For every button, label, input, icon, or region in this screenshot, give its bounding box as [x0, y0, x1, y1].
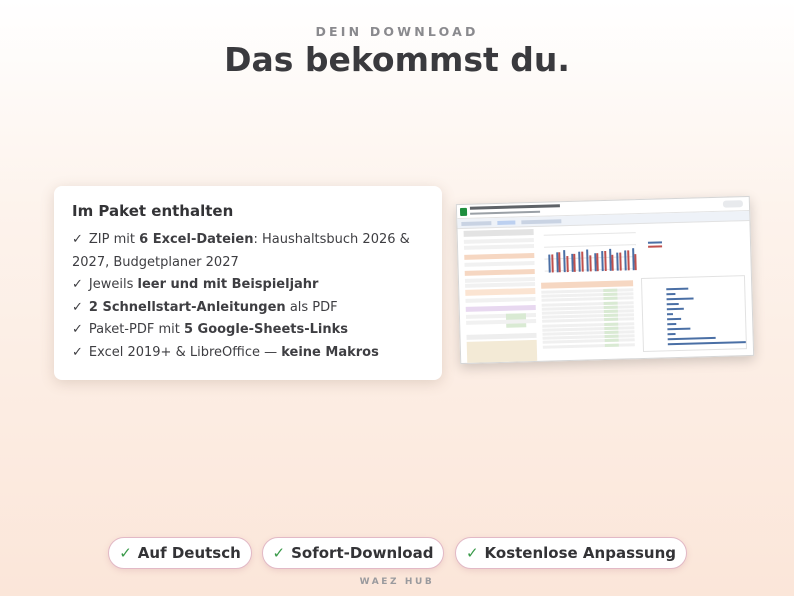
thumbnail-hbar	[666, 293, 675, 295]
item-text: Jeweils	[88, 277, 138, 292]
thumbnail-bar	[581, 252, 584, 272]
thumbnail-hbar	[667, 318, 681, 320]
thumbnail-hbar	[668, 333, 676, 335]
item-text: ZIP mit	[88, 232, 140, 247]
spreadsheet-screenshot	[456, 196, 754, 364]
thumbnail-hbar	[668, 341, 746, 345]
hbar-chart-thumbnail	[641, 275, 747, 352]
item-text: Excel 2019+ & LibreOffice —	[88, 344, 282, 360]
check-icon: ✓	[72, 299, 83, 315]
item-bold: 6 Excel-Dateien	[139, 232, 254, 247]
package-list	[72, 229, 424, 364]
thumbnail-bar	[604, 251, 607, 271]
thumbnail-bar	[619, 253, 622, 271]
check-icon: ✓	[72, 344, 83, 360]
section-eyebrow: DEIN DOWNLOAD	[315, 24, 479, 39]
table-thumbnail	[541, 288, 635, 351]
list-item	[72, 342, 424, 365]
thumbnail-hbar	[667, 323, 676, 325]
item-text: als PDF	[285, 299, 338, 315]
thumbnail-bar	[574, 254, 577, 272]
thumbnail-hbar	[667, 313, 673, 315]
thumbnail-hbar	[667, 298, 694, 301]
thumbnail-bar	[612, 255, 614, 271]
sheet-main-area	[540, 225, 751, 359]
package-card	[54, 186, 442, 380]
item-text: Paket-PDF mit	[88, 322, 184, 337]
thumbnail-hbar	[666, 288, 688, 291]
item-bold: leer und mit Beispieljahr	[137, 277, 319, 292]
sheets-logo-icon	[460, 208, 467, 216]
badge-label: Auf Deutsch	[137, 544, 241, 562]
thumbnail-hbar	[667, 303, 680, 305]
thumbnail-hbar	[667, 308, 684, 310]
check-icon: ✓	[72, 232, 83, 247]
list-item	[72, 319, 424, 342]
list-item	[72, 297, 424, 320]
thumbnail-bar	[634, 254, 636, 270]
thumbnail-bar	[589, 255, 591, 271]
item-text: : Haushaltsbuch 2026 & 2027, Budgetplaner 2027	[72, 232, 410, 270]
bar-chart-thumbnail	[544, 232, 641, 273]
table-header-band	[541, 280, 633, 289]
check-icon: ✓	[465, 544, 479, 562]
badge-label: Kostenlose Anpassung	[484, 544, 677, 562]
thumbnail-bar	[551, 254, 554, 272]
thumbnail-bar	[566, 256, 568, 272]
share-button-shape	[723, 200, 743, 208]
thumbnail-bar	[627, 250, 630, 270]
sheet-dashboard-column	[464, 229, 538, 361]
check-icon: ✓	[272, 544, 286, 562]
item-bold: 5 Google-Sheets-Links	[183, 322, 349, 337]
item-bold: 2 Schnellstart-Anleitungen	[88, 299, 286, 315]
sheet-menu-line	[470, 211, 540, 215]
sheet-title-line	[470, 204, 560, 210]
list-item	[72, 274, 424, 297]
item-bold: keine Makros	[281, 344, 379, 360]
check-icon: ✓	[72, 322, 83, 337]
badge-label: Sofort-Download	[291, 544, 434, 562]
thumbnail-bar	[558, 252, 561, 272]
page-title: Das bekommst du.	[224, 40, 570, 79]
thumbnail-hbar	[667, 328, 690, 331]
check-icon: ✓	[119, 544, 132, 562]
brand-footer: WAEZ HUB	[359, 577, 435, 587]
badge-sofort-download	[262, 537, 444, 569]
badge-kostenlose-anpassung	[455, 537, 687, 569]
thumbnail-hbar	[668, 337, 716, 340]
package-heading: Im Paket enthalten	[72, 202, 234, 220]
thumbnail-bar	[596, 253, 599, 271]
list-item	[72, 229, 424, 274]
check-icon: ✓	[72, 277, 83, 292]
badge-auf-deutsch	[108, 537, 252, 569]
spreadsheet-preview-image	[456, 196, 754, 364]
